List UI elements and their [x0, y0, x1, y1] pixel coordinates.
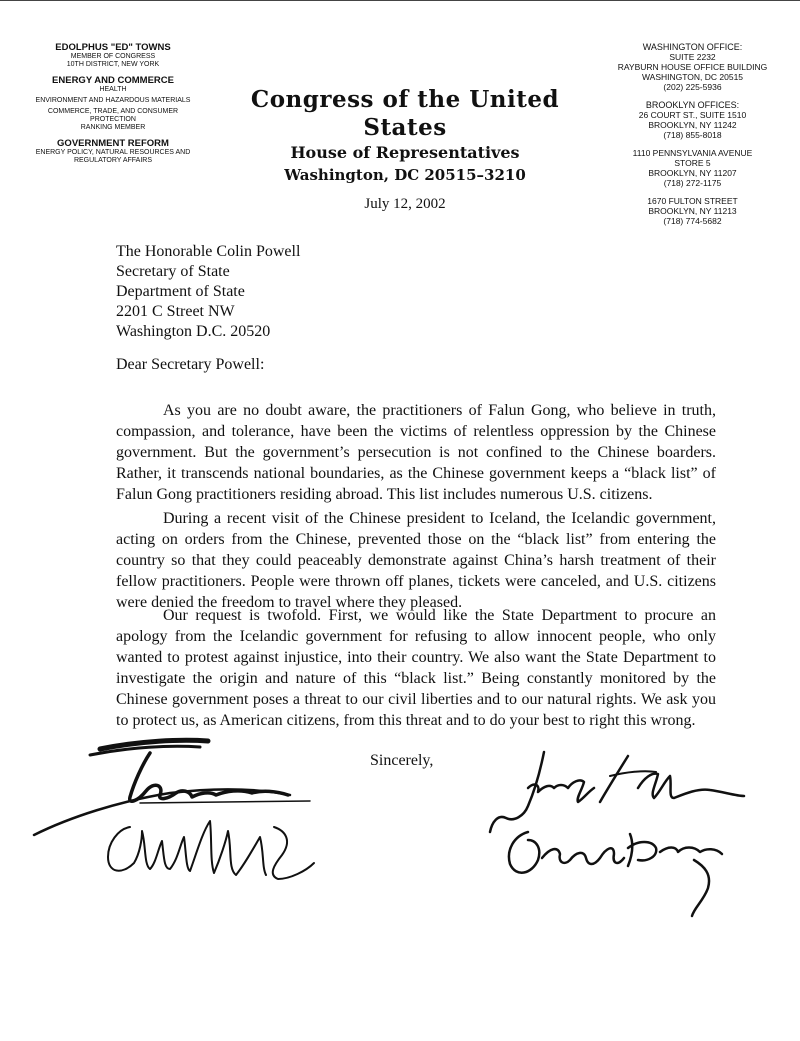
address-line: Department of State	[116, 283, 245, 300]
salutation: Dear Secretary Powell:	[116, 356, 265, 373]
washington-heading: WASHINGTON OFFICE:	[642, 42, 743, 52]
office-line: BROOKLYN, NY 11242	[648, 120, 737, 130]
office-line: STORE 5	[674, 158, 711, 168]
office-line: 1110 PENNSYLVANIA AVENUE	[632, 148, 753, 158]
office-line: SUITE 2232	[669, 52, 716, 62]
letterhead-house: House of Representatives	[290, 143, 520, 162]
subcommittee-role: RANKING MEMBER	[80, 124, 146, 131]
member-title: MEMBER OF CONGRESS	[70, 53, 156, 60]
subcommittee: ENVIRONMENT AND HAZARDOUS MATERIALS	[35, 97, 191, 104]
letterhead-congress: Congress of the United States	[250, 86, 560, 141]
top-rule	[0, 0, 800, 1]
office-info	[600, 42, 785, 226]
office-line: BROOKLYN, NY 11207	[648, 168, 737, 178]
letterhead	[210, 86, 600, 213]
letter-date: July 12, 2002	[364, 196, 446, 212]
member-name: EDOLPHUS "ED" TOWNS	[55, 42, 171, 53]
member-district: 10TH DISTRICT, NEW YORK	[66, 61, 160, 68]
brooklyn-heading: BROOKLYN OFFICES:	[645, 100, 740, 110]
subcommittee: HEALTH	[99, 86, 127, 93]
office-line: (718) 774-5682	[663, 216, 722, 226]
member-info	[28, 42, 198, 165]
committee-name: ENERGY AND COMMERCE	[52, 75, 174, 86]
closing: Sincerely,	[370, 752, 434, 769]
body-paragraph: During a recent visit of the Chinese president to Iceland, the Icelandic government, acting on orders from the Chinese, prevented those on the “black list” from entering the country so that they could peaceably demonstrate against China’s harsh treatment of their fellow practitioners. People were thrown off planes, tickets were canceled, and U.S. citizens were denied the freedom to travel where they pleased.	[116, 510, 716, 611]
subcommittee: ENERGY POLICY, NATURAL RESOURCES AND REGULATORY AFFAIRS	[35, 149, 191, 164]
committee-name: GOVERNMENT REFORM	[57, 138, 169, 149]
office-line: 1670 FULTON STREET	[647, 196, 738, 206]
address-line: The Honorable Colin Powell	[116, 243, 301, 260]
body-paragraph: As you are no doubt aware, the practitioners of Falun Gong, who believe in truth, compassion, and tolerance, have been the victims of relentless oppression by the Chinese government. But the government’s persecution is not confined to the Chinese boarders. Rather, it transcends national boundaries, as the Chinese government keeps a “black list” of Falun Gong practitioners residing abroad. This list includes numerous U.S. citizens.	[116, 402, 716, 503]
address-line: Secretary of State	[116, 263, 230, 280]
signature-right	[488, 748, 758, 923]
office-line: 26 COURT ST., SUITE 1510	[638, 110, 747, 120]
address-line: Washington D.C. 20520	[116, 323, 271, 340]
office-line: RAYBURN HOUSE OFFICE BUILDING	[617, 62, 768, 72]
office-line: BROOKLYN, NY 11213	[648, 206, 737, 216]
office-line: (718) 272-1175	[663, 178, 722, 188]
address-line: 2201 C Street NW	[116, 303, 235, 320]
office-line: (202) 225-5936	[663, 82, 722, 92]
recipient-address	[116, 242, 300, 342]
letterhead-city: Washington, DC 20515–3210	[284, 166, 526, 184]
signature-left	[30, 735, 320, 895]
subcommittee: COMMERCE, TRADE, AND CONSUMER PROTECTION	[47, 108, 179, 123]
office-line: (718) 855-8018	[663, 130, 722, 140]
body-paragraph: Our request is twofold. First, we would like the State Department to procure an apology from the Icelandic government for refusing to allow innocent people, who only wanted to protest against injustice, into their country. We also want the State Department to investigate the origin and nature of this “black list.” Being constantly monitored by the Chinese government poses a threat to our civil liberties and to our natural rights. We ask you to protect us, as American citizens, from this threat and to do your best to right this wrong.	[116, 607, 716, 729]
office-line: WASHINGTON, DC 20515	[641, 72, 744, 82]
